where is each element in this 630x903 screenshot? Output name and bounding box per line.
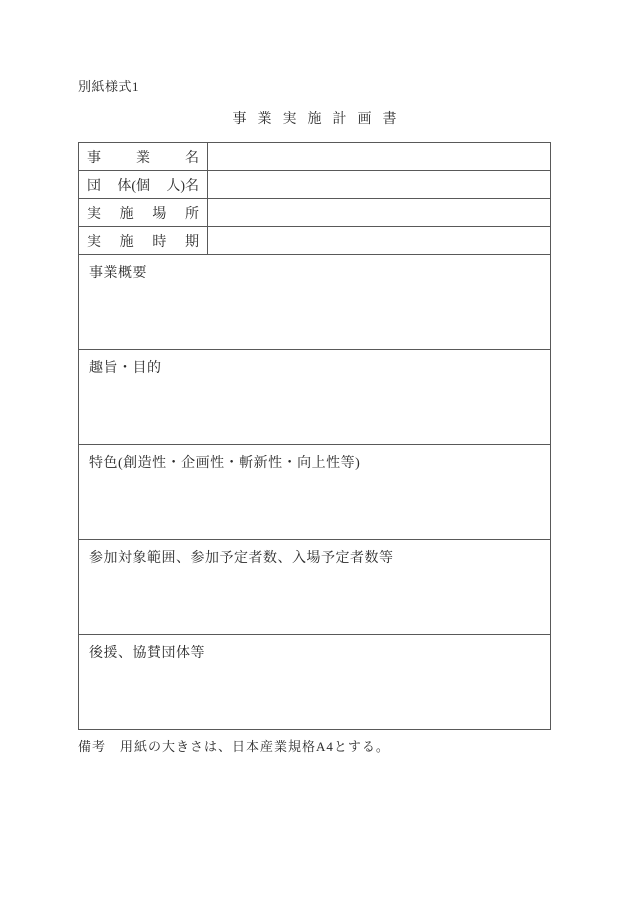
label-segment: 施 — [119, 234, 134, 250]
section-input-area-participants[interactable] — [89, 567, 540, 634]
table-row-location — [79, 199, 550, 227]
section-purpose — [79, 350, 550, 445]
label-segment: 団 — [87, 178, 101, 194]
row-label-project-name — [79, 143, 208, 170]
field-value-project-name[interactable] — [208, 143, 550, 170]
label-segment: 体(個 — [117, 178, 150, 194]
field-value-location[interactable] — [208, 199, 550, 226]
section-label-purpose: 趣旨・目的 — [89, 361, 162, 376]
table-row-period — [79, 227, 550, 255]
section-input-area-purpose[interactable] — [89, 377, 540, 444]
section-input-area-features[interactable] — [89, 472, 540, 539]
section-overview — [79, 255, 550, 350]
label-segment: 場 — [152, 206, 167, 222]
label-segment: 所 — [184, 206, 199, 222]
section-features — [79, 445, 550, 540]
section-input-area-overview[interactable] — [89, 282, 540, 349]
section-label-participants: 参加対象範囲、参加予定者数、入場予定者数等 — [89, 551, 394, 566]
label-segment: 名 — [185, 150, 199, 166]
label-segment: 時 — [152, 234, 167, 250]
row-label-location — [79, 199, 208, 226]
row-label-period — [79, 227, 208, 254]
row-label-organization-name — [79, 171, 208, 198]
label-segment: 期 — [184, 234, 199, 250]
section-participants — [79, 540, 550, 635]
field-value-organization-name[interactable] — [208, 171, 550, 198]
label-segment: 実 — [87, 206, 101, 222]
label-segment: 施 — [119, 206, 134, 222]
label-segment: 人)名 — [166, 178, 199, 194]
plan-table — [78, 142, 551, 730]
label-segment: 事 — [87, 150, 101, 166]
remarks-note: 備考 用紙の大きさは、日本産業規格A4とする。 — [78, 739, 390, 754]
section-label-features: 特色(創造性・企画性・斬新性・向上性等) — [89, 456, 361, 471]
label-segment: 実 — [87, 234, 101, 250]
table-row-project-name — [79, 143, 550, 171]
section-label-sponsors: 後援、協賛団体等 — [89, 646, 205, 661]
page-title: 事業実施計画書 — [232, 112, 408, 127]
section-sponsors — [79, 635, 550, 729]
table-row-organization-name — [79, 171, 550, 199]
field-value-period[interactable] — [208, 227, 550, 254]
section-label-overview: 事業概要 — [89, 266, 147, 281]
label-segment: 業 — [136, 150, 150, 166]
form-number: 別紙様式1 — [78, 79, 140, 94]
section-input-area-sponsors[interactable] — [89, 662, 540, 729]
